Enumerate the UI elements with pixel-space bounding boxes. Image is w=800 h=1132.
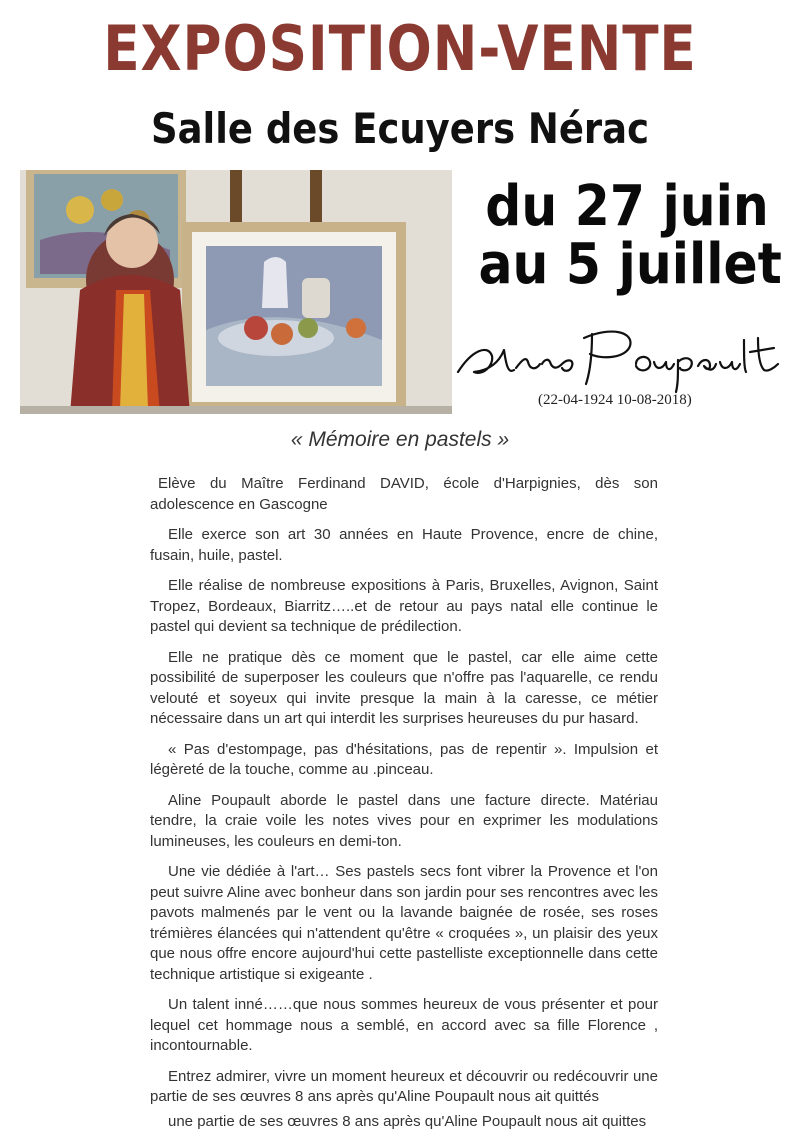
- venue-heading: Salle des Ecuyers Nérac: [48, 104, 752, 153]
- paragraph: Entrez admirer, vivre un moment heureux et découvrir ou redécouvrir une partie de ses œuvres 8 ans après qu'Aline Poupault nous ait quittés: [150, 1067, 658, 1108]
- life-dates: (22-04-1924 10-08-2018): [538, 392, 692, 409]
- body-text: [150, 474, 658, 1132]
- paragraph: Un talent inné……que nous sommes heureux de vous présenter et pour lequel cet hommage nous a semblé, en accord avec sa fille Florence , incontournable.: [150, 995, 658, 1057]
- date-end: au 5 juillet: [479, 236, 776, 294]
- paragraph: Elle réalise de nombreuse expositions à Paris, Bruxelles, Avignon, Saint Tropez, Bordeaux, Biarritz…..et de retour au pays natal elle continue le pastel qui devient sa technique de prédilection.: [150, 576, 658, 638]
- paragraph: Elle ne pratique dès ce moment que le pastel, car elle aime cette possibilité de superposer les couleurs que n'offre pas l'aquarelle, ce rendu velouté et soyeux qui invite presque la main à la caresse, ce métier nécessaire dans un art qui interdit les surprises heureuses du pur hasard.: [150, 648, 658, 730]
- paragraph: Une vie dédiée à l'art… Ses pastels secs font vibrer la Provence et l'on peut suivre Aline avec bonheur dans son jardin pour ses rencontres avec les pavots malmenés par le vent ou la lavande baignée de rosée, ses roses trémières élancées qui n'attendent qu'être « croquées », un plaisir des yeux que nous offre encore aujourd'hui cette pastelliste exceptionnelle dans cette technique artistique si exigeante .: [150, 862, 658, 985]
- paragraph: Elle exerce son art 30 années en Haute Provence, encre de chine, fusain, huile, pastel.: [150, 525, 658, 566]
- paragraph: « Pas d'estompage, pas d'hésitations, pas de repentir ». Impulsion et légèreté de la touche, comme au .pinceau.: [150, 740, 658, 781]
- exhibition-title: « Mémoire en pastels »: [0, 428, 800, 452]
- paragraph: Elève du Maître Ferdinand DAVID, école d'Harpignies, dès son adolescence en Gascogne: [150, 474, 658, 515]
- page-title: EXPOSITION-VENTE: [56, 18, 744, 80]
- paragraph: Aline Poupault aborde le pastel dans une facture directe. Matériau tendre, la craie voile les notes vives pour en exprimer les modulations lumineuses, les couleurs en demi-ton.: [150, 791, 658, 853]
- date-range: [462, 178, 792, 294]
- artist-signature: [452, 320, 792, 396]
- date-start: du 27 juin: [479, 178, 776, 236]
- artist-photo: [20, 170, 452, 414]
- paragraph: une partie de ses œuvres 8 ans après qu'Aline Poupault nous ait quittes: [150, 1112, 658, 1132]
